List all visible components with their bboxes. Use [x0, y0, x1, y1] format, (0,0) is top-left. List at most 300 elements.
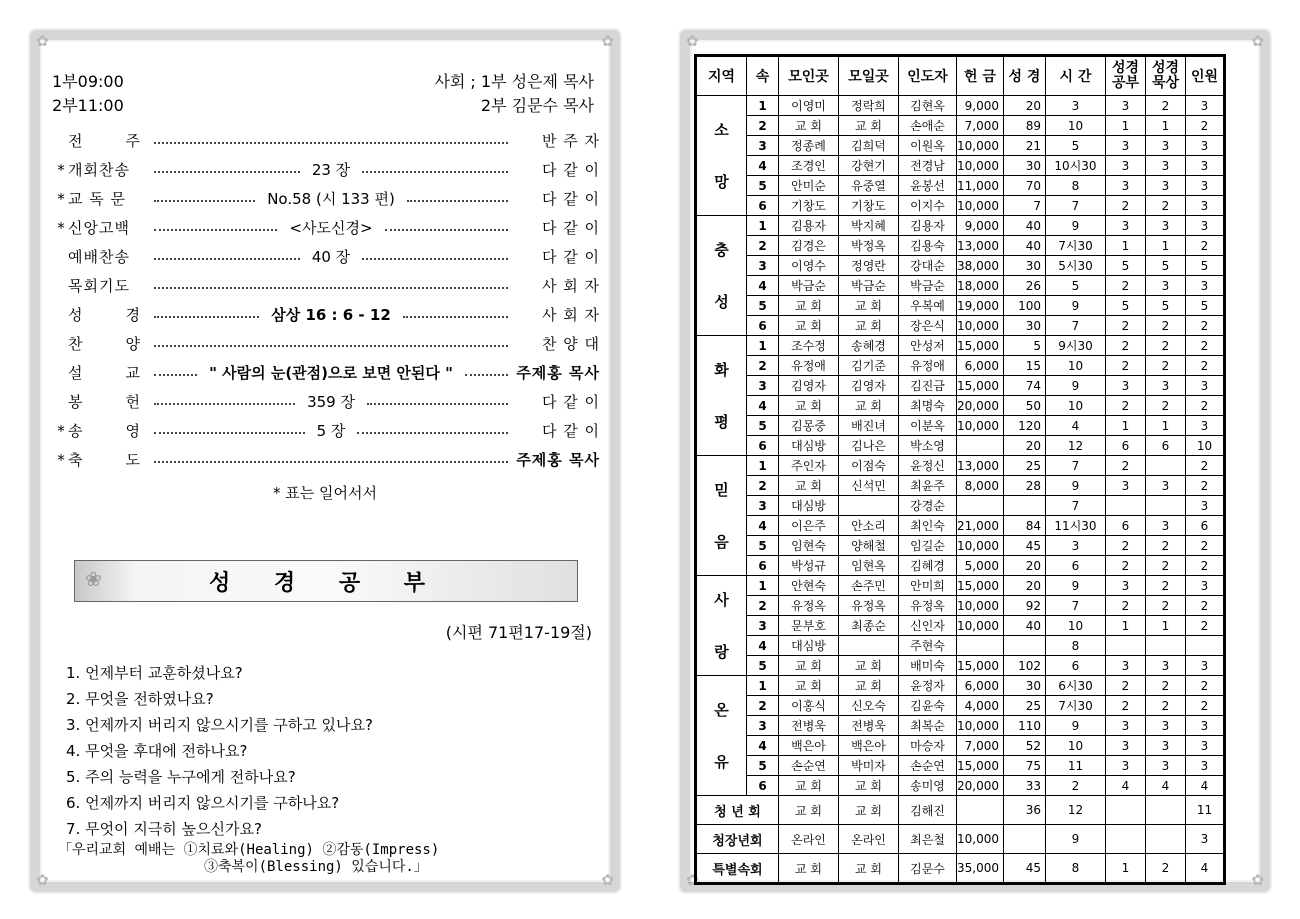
table-cell [957, 436, 1004, 456]
order-responsible: 다 같 이 [541, 161, 600, 179]
table-row [697, 456, 1224, 476]
table-cell: 9 [1046, 216, 1106, 236]
table-cell: 1 [1106, 854, 1146, 883]
table-cell: 3 [1146, 756, 1186, 776]
table-cell: 3 [1106, 716, 1146, 736]
order-detail: 359 장 [301, 391, 361, 412]
table-cell: 1 [1146, 116, 1186, 136]
table-cell: 9 [1046, 476, 1106, 496]
table-cell: 주현숙 [899, 636, 957, 656]
table-cell: 신오숙 [839, 696, 899, 716]
table-cell: 10,000 [957, 825, 1004, 854]
table-cell: 3 [1186, 136, 1224, 156]
table-cell: 2 [747, 596, 779, 616]
table-cell: 교 회 [839, 316, 899, 336]
table-cell: 교 회 [779, 116, 839, 136]
table-cell: 이원옥 [899, 136, 957, 156]
table-cell: 2 [747, 696, 779, 716]
table-cell: 문부호 [779, 616, 839, 636]
order-label: 성 경 [68, 306, 140, 324]
table-cell: 10시30 [1046, 156, 1106, 176]
table-cell [957, 796, 1004, 825]
table-cell: 교 회 [779, 396, 839, 416]
table-cell [1146, 796, 1186, 825]
table-cell: 2 [1186, 676, 1224, 696]
table-cell: 21 [1004, 136, 1046, 156]
order-detail: 5 장 [311, 420, 352, 441]
table-cell: 38,000 [957, 256, 1004, 276]
table-cell: 3 [1186, 656, 1224, 676]
table-cell: 3 [1046, 536, 1106, 556]
order-responsible: 다 같 이 [541, 248, 600, 266]
table-cell: 전경남 [899, 156, 957, 176]
table-cell: 1 [1106, 116, 1146, 136]
table-cell: 9,000 [957, 216, 1004, 236]
table-cell: 김용자 [899, 216, 957, 236]
table-cell: 13,000 [957, 456, 1004, 476]
study-question: 5. 주의 능력을 누구에게 전하나요? [66, 768, 296, 786]
host-line-1: 사회 ; 1부 성은제 목사 [434, 72, 594, 91]
table-cell: 25 [1004, 696, 1046, 716]
table-row [697, 536, 1224, 556]
table-cell: 김희덕 [839, 136, 899, 156]
table-row [697, 256, 1224, 276]
table-cell: 3 [1186, 416, 1224, 436]
motto-line-2: ③축복이(Blessing) 있습니다.」 [204, 859, 428, 875]
order-label: 교 독 문 [68, 190, 127, 208]
cell-group-table [696, 56, 1224, 883]
table-cell: 2 [1146, 576, 1186, 596]
table-row [697, 656, 1224, 676]
table-cell: 교 회 [779, 656, 839, 676]
table-cell: 박지혜 [839, 216, 899, 236]
table-cell: 20 [1004, 556, 1046, 576]
table-cell: 120 [1004, 416, 1046, 436]
order-leader-dots [148, 217, 514, 238]
table-cell: 30 [1004, 156, 1046, 176]
table-cell: 김기준 [839, 356, 899, 376]
column-header: 인원 [1186, 57, 1224, 96]
table-cell: 2 [1146, 536, 1186, 556]
table-cell: 2 [1106, 196, 1146, 216]
table-cell: 박금순 [839, 276, 899, 296]
table-cell: 기창도 [779, 196, 839, 216]
table-cell: 75 [1004, 756, 1046, 776]
table-cell: 안미순 [779, 176, 839, 196]
table-cell: 3 [1146, 476, 1186, 496]
order-item [54, 242, 600, 271]
table-cell: 1 [1106, 616, 1146, 636]
study-title: 성 경 공 부 [209, 570, 443, 596]
table-cell: 김영자 [779, 376, 839, 396]
table-cell: 3 [1186, 96, 1224, 116]
table-cell: 임길순 [899, 536, 957, 556]
order-detail: 40 장 [306, 246, 356, 267]
table-cell: 4 [1046, 416, 1106, 436]
stand-marker: * [57, 450, 65, 469]
table-cell: 안성저 [899, 336, 957, 356]
table-cell: 3 [1186, 156, 1224, 176]
table-cell: 교 회 [839, 676, 899, 696]
table-cell: 백은아 [779, 736, 839, 756]
table-cell: 양해철 [839, 536, 899, 556]
table-cell: 교 회 [779, 476, 839, 496]
table-cell: 3 [1106, 376, 1146, 396]
table-cell: 정락희 [839, 96, 899, 116]
table-row [697, 636, 1224, 656]
table-cell: 50 [1004, 396, 1046, 416]
table-cell: 1 [1146, 416, 1186, 436]
table-cell: 15,000 [957, 656, 1004, 676]
table-cell: 교 회 [839, 396, 899, 416]
table-cell: 5 [747, 296, 779, 316]
stand-marker: * [57, 160, 65, 179]
table-cell [839, 636, 899, 656]
table-cell: 12 [1046, 436, 1106, 456]
table-cell: 3 [1186, 196, 1224, 216]
table-cell: 교 회 [839, 296, 899, 316]
table-cell: 8 [1046, 854, 1106, 883]
table-cell: 2 [1146, 356, 1186, 376]
table-cell: 33 [1004, 776, 1046, 796]
table-cell: 김나은 [839, 436, 899, 456]
table-cell: 5 [1146, 256, 1186, 276]
table-cell: 5 [747, 536, 779, 556]
table-cell: 송미영 [899, 776, 957, 796]
table-cell: 84 [1004, 516, 1046, 536]
table-cell: 임현옥 [839, 556, 899, 576]
table-cell: 26 [1004, 276, 1046, 296]
table-cell: 기창도 [839, 196, 899, 216]
table-cell: 박성규 [779, 556, 839, 576]
order-responsible: 반 주 자 [541, 132, 600, 150]
table-cell: 배미숙 [899, 656, 957, 676]
flower-border-icon: ✿ [601, 871, 614, 889]
order-responsible: 주제홍 목사 [516, 364, 600, 382]
order-leader-dots [148, 140, 514, 142]
table-cell: 청 년 회 [697, 796, 779, 825]
table-row [697, 396, 1224, 416]
table-cell: 3 [1146, 136, 1186, 156]
table-cell: 2 [1146, 396, 1186, 416]
table-cell: 2 [1106, 676, 1146, 696]
table-cell: 5 [1106, 256, 1146, 276]
table-cell [1004, 496, 1046, 516]
table-cell: 5 [1146, 296, 1186, 316]
order-item [54, 358, 600, 387]
table-cell: 20 [1004, 96, 1046, 116]
table-cell: 특별속회 [697, 854, 779, 883]
table-cell: 8,000 [957, 476, 1004, 496]
order-label: 봉 헌 [68, 393, 140, 411]
table-cell: 배진녀 [839, 416, 899, 436]
table-cell: 2 [1186, 616, 1224, 636]
table-cell: 7시30 [1046, 696, 1106, 716]
table-row [697, 156, 1224, 176]
order-item [54, 416, 600, 445]
order-leader-dots [148, 391, 514, 412]
table-cell: 7,000 [957, 736, 1004, 756]
table-cell [1146, 636, 1186, 656]
table-cell: 2 [1146, 556, 1186, 576]
table-cell: 최은철 [899, 825, 957, 854]
column-header: 성 경 [1004, 57, 1046, 96]
table-cell: 4 [747, 636, 779, 656]
table-cell [839, 496, 899, 516]
order-responsible: 다 같 이 [541, 190, 600, 208]
table-cell: 주인자 [779, 456, 839, 476]
table-cell: 30 [1004, 256, 1046, 276]
table-cell: 3 [1106, 96, 1146, 116]
table-cell: 30 [1004, 316, 1046, 336]
table-cell: 3 [1146, 156, 1186, 176]
table-cell: 손순연 [779, 756, 839, 776]
table-cell: 9 [1046, 825, 1106, 854]
table-cell: 5,000 [957, 556, 1004, 576]
study-reference: (시편 71편17-19절) [445, 623, 592, 642]
table-cell: 최복순 [899, 716, 957, 736]
table-cell: 3 [1046, 96, 1106, 116]
table-row [697, 476, 1224, 496]
table-cell: 15,000 [957, 376, 1004, 396]
table-cell: 안소리 [839, 516, 899, 536]
table-cell: 7 [1046, 496, 1106, 516]
table-cell: 18,000 [957, 276, 1004, 296]
order-responsible: 주제홍 목사 [516, 451, 600, 469]
table-cell: 2 [1106, 316, 1146, 336]
table-cell: 12 [1046, 796, 1106, 825]
table-cell: 1 [747, 456, 779, 476]
order-leader-dots [148, 159, 514, 180]
table-cell: 25 [1004, 456, 1046, 476]
table-cell: 3 [747, 716, 779, 736]
table-cell: 4 [1186, 776, 1224, 796]
table-cell: 2 [1186, 696, 1224, 716]
service-time-1: 1부09:00 [52, 72, 124, 91]
table-cell: 김진금 [899, 376, 957, 396]
table-cell: 김문수 [899, 854, 957, 883]
order-responsible: 찬 양 대 [541, 335, 600, 353]
order-leader-dots [148, 285, 514, 287]
table-cell: 45 [1004, 536, 1046, 556]
order-leader-dots [148, 362, 514, 383]
service-times [52, 70, 124, 118]
table-cell: 6,000 [957, 356, 1004, 376]
table-cell: 6시30 [1046, 676, 1106, 696]
table-cell: 온라인 [779, 825, 839, 854]
table-cell: 손애순 [899, 116, 957, 136]
table-cell: 2 [1146, 696, 1186, 716]
order-detail: <사도신경> [283, 217, 378, 238]
table-cell: 10,000 [957, 136, 1004, 156]
table-cell: 4 [747, 736, 779, 756]
table-cell [1106, 825, 1146, 854]
table-cell: 박금순 [899, 276, 957, 296]
table-cell: 3 [1146, 716, 1186, 736]
table-cell: 2 [1186, 316, 1224, 336]
order-label: 찬 양 [68, 335, 140, 353]
table-cell: 강현기 [839, 156, 899, 176]
table-cell: 3 [1146, 516, 1186, 536]
table-cell: 1 [747, 576, 779, 596]
table-row [697, 196, 1224, 216]
table-cell: 7 [1004, 196, 1046, 216]
table-cell [957, 496, 1004, 516]
table-cell: 2 [1106, 556, 1146, 576]
table-cell: 이지수 [899, 196, 957, 216]
table-cell: 2 [1146, 676, 1186, 696]
table-cell: 10,000 [957, 416, 1004, 436]
table-cell: 3 [1146, 376, 1186, 396]
table-cell: 정종례 [779, 136, 839, 156]
right-page [680, 30, 1270, 892]
table-cell: 최종순 [839, 616, 899, 636]
table-cell: 5 [747, 176, 779, 196]
table-cell: 10 [1046, 396, 1106, 416]
table-cell: 임현숙 [779, 536, 839, 556]
order-leader-dots [148, 420, 514, 441]
order-responsible: 다 같 이 [541, 219, 600, 237]
study-banner [74, 560, 578, 602]
table-cell: 2 [1106, 336, 1146, 356]
table-cell: 4 [1146, 776, 1186, 796]
table-cell: 4,000 [957, 696, 1004, 716]
table-cell: 2 [1106, 396, 1146, 416]
table-cell: 신인자 [899, 616, 957, 636]
table-row [697, 616, 1224, 636]
table-cell: 6 [1146, 436, 1186, 456]
table-cell: 6 [1106, 516, 1146, 536]
order-item [54, 271, 600, 300]
order-item [54, 213, 600, 242]
table-cell: 송혜경 [839, 336, 899, 356]
table-cell: 이홍식 [779, 696, 839, 716]
table-cell: 대심방 [779, 496, 839, 516]
table-cell: 손주민 [839, 576, 899, 596]
table-cell: 안현숙 [779, 576, 839, 596]
table-row [697, 276, 1224, 296]
table-cell: 5 [747, 656, 779, 676]
table-cell: 김현옥 [899, 96, 957, 116]
order-detail: " 사람의 눈(관점)으로 보면 안된다 " [203, 362, 459, 383]
order-label: 개회찬송 [68, 161, 130, 179]
table-cell: 교 회 [839, 116, 899, 136]
order-item [54, 184, 600, 213]
column-header: 모인곳 [779, 57, 839, 96]
table-header-row [697, 57, 1224, 96]
region-cell: 사 랑 [697, 576, 747, 676]
table-cell: 3 [1146, 656, 1186, 676]
order-label: 목회기도 [68, 277, 130, 295]
table-cell: 6 [1106, 436, 1146, 456]
table-cell: 10 [1046, 736, 1106, 756]
order-label: 전 주 [68, 132, 140, 150]
table-cell: 3 [747, 496, 779, 516]
table-cell: 손순연 [899, 756, 957, 776]
table-cell: 8 [1046, 176, 1106, 196]
table-cell: 9 [1046, 376, 1106, 396]
table-cell: 35,000 [957, 854, 1004, 883]
table-row [697, 776, 1224, 796]
table-cell [1146, 496, 1186, 516]
table-row [697, 216, 1224, 236]
table-cell: 1 [747, 96, 779, 116]
table-cell: 110 [1004, 716, 1046, 736]
table-cell [1146, 825, 1186, 854]
table-cell: 5 [747, 416, 779, 436]
table-cell: 10,000 [957, 316, 1004, 336]
table-cell: 6,000 [957, 676, 1004, 696]
table-cell: 2 [1106, 456, 1146, 476]
table-cell: 3 [747, 616, 779, 636]
table-row [697, 96, 1224, 116]
table-cell: 6 [747, 776, 779, 796]
flower-border-icon: ✿ [1251, 871, 1264, 889]
flower-ornament-icon: ❀ [85, 567, 102, 591]
order-responsible: 사 회 자 [541, 306, 600, 324]
table-cell: 36 [1004, 796, 1046, 825]
table-cell: 10 [1046, 356, 1106, 376]
column-header: 시 간 [1046, 57, 1106, 96]
flower-border-icon: ✿ [686, 871, 699, 889]
table-cell: 대심방 [779, 436, 839, 456]
table-cell: 74 [1004, 376, 1046, 396]
table-cell: 10,000 [957, 616, 1004, 636]
table-cell: 2 [1186, 236, 1224, 256]
table-cell: 2 [747, 236, 779, 256]
table-cell: 3 [1186, 496, 1224, 516]
table-cell: 이점숙 [839, 456, 899, 476]
table-cell: 우복예 [899, 296, 957, 316]
table-cell: 15,000 [957, 336, 1004, 356]
table-cell: 3 [1146, 276, 1186, 296]
table-cell: 102 [1004, 656, 1046, 676]
order-responsible: 다 같 이 [541, 393, 600, 411]
table-cell: 5 [1186, 256, 1224, 276]
table-cell: 6 [747, 556, 779, 576]
order-responsible: 다 같 이 [541, 422, 600, 440]
table-cell: 백은아 [839, 736, 899, 756]
table-cell: 3 [747, 136, 779, 156]
table-cell: 전병욱 [839, 716, 899, 736]
flower-border-icon: ✿ [36, 871, 49, 889]
order-leader-dots [148, 246, 514, 267]
table-cell: 김해진 [899, 796, 957, 825]
table-cell [957, 636, 1004, 656]
table-cell: 3 [1106, 576, 1146, 596]
table-row [697, 436, 1224, 456]
table-cell: 교 회 [779, 676, 839, 696]
table-cell: 6 [747, 316, 779, 336]
table-cell: 89 [1004, 116, 1046, 136]
table-cell: 40 [1004, 236, 1046, 256]
table-cell: 6 [747, 196, 779, 216]
study-question: 2. 무엇을 전하였나요? [66, 690, 214, 708]
table-cell [1004, 825, 1046, 854]
order-item [54, 300, 600, 329]
table-cell: 40 [1004, 216, 1046, 236]
table-cell: 교 회 [839, 854, 899, 883]
table-cell: 윤정신 [899, 456, 957, 476]
table-cell: 유정옥 [779, 596, 839, 616]
table-cell: 3 [1186, 216, 1224, 236]
table-cell: 9시30 [1046, 336, 1106, 356]
order-item [54, 126, 600, 155]
flower-border-icon: ✿ [686, 32, 699, 50]
order-label: 축 도 [68, 451, 140, 469]
table-cell: 3 [1106, 736, 1146, 756]
order-item [54, 155, 600, 184]
